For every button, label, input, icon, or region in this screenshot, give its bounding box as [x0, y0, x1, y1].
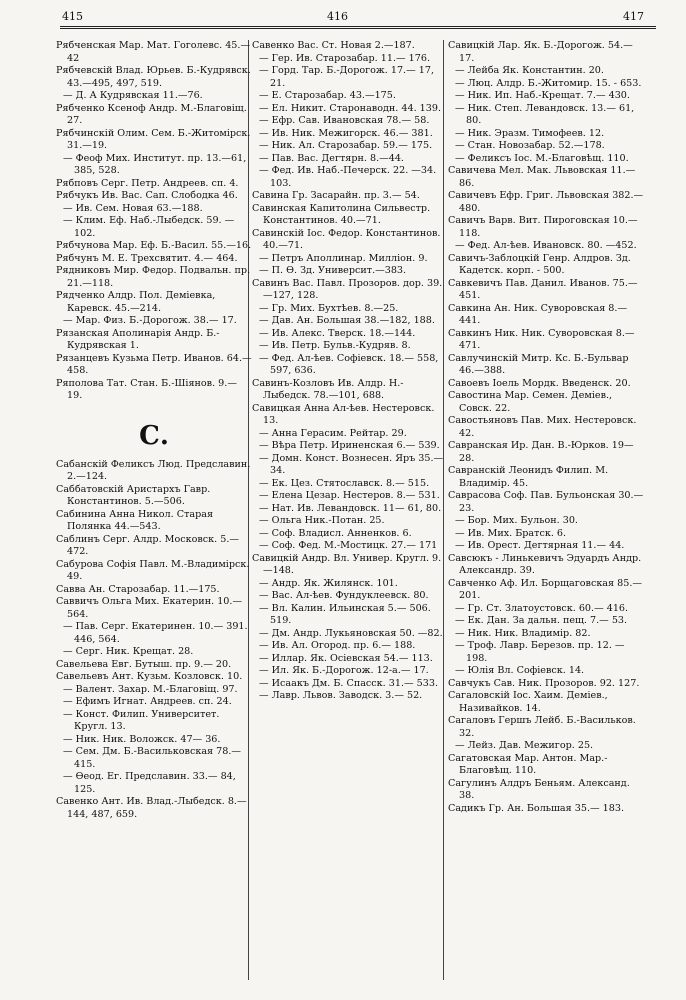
directory-entry: Рядченко Алдр. Пол. Деміевка, Каревск. 45.—214.: [56, 290, 216, 314]
directory-entry: Савчукъ Сав. Ник. Прозоров. 92. 127.: [448, 677, 640, 689]
directory-entry: — Феоф Мих. Институт. пр. 13.—61, 385, 528.: [63, 152, 247, 176]
directory-entry: Рябчинскій Олим. Сем. Б.-Житомірск. 31.—19.: [56, 127, 251, 151]
directory-entry: — Өеод. Ег. Предславин. 33.— 84, 125.: [63, 771, 236, 795]
column-2: [252, 40, 448, 703]
directory-entry: Савостина Мар. Семен. Деміев., Совск. 22.: [448, 390, 613, 414]
column-1-entries-r: [56, 40, 252, 403]
directory-entry: Савичъ Варв. Вит. Пироговская 10.—118.: [448, 215, 638, 239]
directory-entry: Савкина Ан. Ник. Суворовская 8.—441.: [448, 302, 628, 326]
directory-entry: Савицкій Лар. Як. Б.-Дорогож. 54.—17.: [448, 40, 633, 64]
directory-entry: — Вл. Калин. Ильинская 5.— 506. 519.: [259, 602, 431, 626]
directory-entry: — Ник. Ал. Старозабар. 59.— 175.: [259, 140, 433, 151]
directory-entry: Сабинина Анна Никол. Старая Полянка 44.—543.: [56, 508, 214, 532]
header-rule: [60, 26, 656, 29]
directory-entry: Сабурова Софія Павл. М.-Владимірск. 49.: [56, 558, 250, 582]
directory-entry: Савинскій Іос. Федор. Константинов. 40.—71.: [252, 227, 441, 251]
directory-entry: — Ив. Орест. Дегтярная 11.— 44.: [455, 540, 625, 551]
directory-entry: Савенко Вас. Ст. Новая 2.—187.: [252, 40, 415, 51]
directory-entry: Савина Гр. Засарайн. пр. 3.— 54.: [252, 190, 420, 201]
directory-entry: — Дав. Ан. Большая 38.—182, 188.: [259, 315, 435, 326]
directory-entry: Савинская Капитолина Сильвестр. Константинов. 40.—71.: [252, 202, 431, 226]
directory-entry: — Домн. Конст. Вознесен. Яръ 35.—34.: [259, 452, 444, 476]
directory-entry: — Анна Герасим. Рейтар. 29.: [259, 427, 407, 439]
directory-entry: Савва Ан. Старозабар. 11.—175.: [56, 583, 220, 595]
directory-entry: — Гр. Мих. Бухтѣев. 8.—25.: [259, 302, 399, 314]
column-1: [56, 40, 252, 821]
directory-entry: Савельевъ Ант. Кузьм. Козловск. 10.: [56, 671, 243, 682]
directory-entry: — Феликсъ Іос. М.-Благовѣщ. 110.: [455, 152, 629, 164]
directory-entry: — Фед. Ал-ѣев. Ивановск. 80. —452.: [455, 240, 637, 251]
directory-entry: — Ефр. Сав. Ивановская 78.— 58.: [259, 115, 430, 126]
directory-entry: Савичъ-Заблоцкій Генр. Алдров. Зд. Кадетск. корп. - 500.: [448, 252, 631, 276]
directory-entry: — Лейба Як. Константин. 20.: [455, 65, 604, 76]
section-letter: С.: [139, 420, 169, 451]
directory-entry: Савкевичъ Пав. Данил. Иванов. 75.—451.: [448, 277, 638, 301]
directory-entry: — Валент. Захар. М.-Благовіщ. 97.: [63, 683, 238, 695]
page-number-center: 416: [327, 10, 348, 23]
directory-entry: Саббатовскій Аристархъ Гавр. Константинов. 5.—506.: [56, 483, 211, 507]
directory-entry: — Фед. Ив. Наб.-Печерск. 22. —34. 103.: [259, 165, 437, 189]
directory-entry: Савичевъ Ефр. Григ. Львовская 382.—480.: [448, 190, 644, 214]
page-header: [52, 6, 660, 28]
directory-entry: — Лавр. Львов. Заводск. 3.— 52.: [259, 690, 423, 701]
directory-entry: Рябченко Ксеноф Андр. М.-Благовіщ. 27.: [56, 102, 247, 126]
directory-entry: — Конст. Филип. Университет. Кругл. 13.: [63, 708, 220, 732]
directory-entry: Савоевъ Іоель Мордк. Введенск. 20.: [448, 377, 631, 389]
directory-entry: — Ел. Никит. Старонаводн. 44. 139.: [259, 102, 442, 114]
directory-entry: — Ив. Ник. Межигорск. 46.— 381.: [259, 127, 433, 139]
directory-entry: Саввичъ Ольга Мих. Екатерин. 10.—564.: [56, 596, 243, 620]
directory-entry: Ряполова Тат. Стан. Б.-Шіянов. 9.—19.: [56, 377, 237, 401]
directory-entry: Савинъ Вас. Павл. Прозоров. дор. 39.—127, 128.: [252, 277, 443, 301]
directory-entry: — Ил. Як. Б.-Дорогож. 12-а.— 17.: [259, 665, 429, 676]
directory-entry: Савельева Евг. Бутыш. пр. 9.— 20.: [56, 658, 232, 670]
directory-entry: Рябченская Мар. Мат. Гоголевс. 45.—42: [56, 40, 251, 64]
directory-entry: Рязанская Аполинарія Андр. Б.-Кудрявская 1.: [56, 327, 220, 351]
directory-entry: — Ек. Дан. За дальн. пещ. 7.— 53.: [455, 615, 628, 626]
directory-entry: — Соф. Фед. М.-Мостицк. 27.— 171: [259, 540, 438, 551]
directory-entry: — Дм. Андр. Лукьяновская 50. —82.: [259, 627, 443, 639]
directory-entry: Савранская Ир. Дан. В.-Юрков. 19—28.: [448, 440, 634, 464]
directory-entry: — Фед. Ал-ѣев. Софіевск. 18.— 558, 597, 636.: [259, 352, 439, 376]
column-1-entries-s: [56, 459, 252, 822]
directory-entry: — Соф. Владисл. Анненков. 6.: [259, 527, 412, 539]
directory-entry: Савкинъ Ник. Ник. Суворовская 8.—471.: [448, 327, 635, 351]
directory-entry: — Клим. Еф. Наб.-Лыбедск. 59. —102.: [63, 215, 235, 239]
page-number-right: 417: [623, 10, 644, 23]
directory-entry: — Д. А Кудрявская 11.—76.: [63, 90, 203, 101]
directory-entry: Савостьяновъ Пав. Мих. Нестеровск. 42.: [448, 415, 637, 439]
directory-entry: — Нат. Ив. Левандовск. 11— 61, 80.: [259, 502, 442, 514]
directory-entry: — Исаакъ Дм. Б. Спасск. 31.— 533.: [259, 677, 439, 689]
directory-entry: — Гер. Ив. Старозабар. 11.— 176.: [259, 52, 431, 64]
directory-entry: — Сем. Дм. Б.-Васильковская 78.—415.: [63, 746, 241, 770]
directory-entry: — Ник. Ник. Воложск. 47— 36.: [63, 733, 221, 745]
directory-entry: Рязанцевъ Кузьма Петр. Иванов. 64.—458.: [56, 352, 252, 376]
directory-entry: Сагатовская Мар. Антон. Мар.-Благовѣщ. 110.: [448, 752, 608, 776]
directory-entry: Саврасова Соф. Пав. Бульонская 30.—23.: [448, 490, 644, 514]
directory-entry: — Серг. Ник. Крещат. 28.: [63, 646, 194, 657]
directory-entry: Савсюкъ - Линькевичъ Эдуардъ Андр. Александр. 39.: [448, 552, 642, 576]
directory-entry: Сагулинъ Алдръ Беньям. Александ. 38.: [448, 777, 630, 801]
directory-entry: — Вас. Ал-ѣев. Фундуклеевск. 80.: [259, 590, 429, 601]
directory-entry: — Горд. Тар. Б.-Дорогож. 17.— 17, 21.: [259, 65, 434, 89]
directory-entry: — Андр. Як. Жилянск. 101.: [259, 577, 398, 589]
directory-entry: Рябчунова Мар. Еф. Б.-Васил. 55.—16.: [56, 240, 252, 251]
directory-entry: — Ник. Ник. Владимір. 82.: [455, 627, 591, 639]
directory-entry: Рябчунъ М. Е. Трехсвятит. 4.— 464.: [56, 252, 238, 264]
directory-entry: — Ник. Ип. Наб.-Крещат. 7.— 430.: [455, 90, 630, 101]
directory-entry: — Ив. Алекс. Тверск. 18.—144.: [259, 327, 416, 339]
directory-entry: Савлучинскій Митр. Кс. Б.-Бульвар 46.—388.: [448, 352, 629, 376]
directory-entry: — Ив. Сем. Новая 63.—188.: [63, 202, 203, 214]
directory-entry: — Е. Старозабар. 43.—175.: [259, 90, 396, 101]
directory-entry: — Гр. Ст. Златоустовск. 60.— 416.: [455, 602, 629, 614]
directory-entry: Савицкая Анна Ал-ѣев. Нестеровск. 13.: [252, 402, 435, 426]
directory-entry: — Люц. Алдр. Б.-Житомир. 15. - 653.: [455, 77, 642, 89]
directory-entry: — Пав. Серг. Екатеринен. 10.— 391. 446, 564.: [63, 621, 248, 645]
directory-entry: — Ив. Ал. Огород. пр. 6.— 188.: [259, 640, 416, 651]
page-number-left: 415: [62, 10, 83, 23]
directory-entry: — Ек. Цез. Стятославск. 8.— 515.: [259, 477, 430, 489]
directory-entry: — Елена Цезар. Нестеров. 8.— 531.: [259, 490, 440, 501]
directory-entry: Сагаловъ Гершъ Лейб. Б.-Васильков. 32.: [448, 715, 636, 739]
directory-entry: Савинъ-Козловъ Ив. Алдр. Н.-Лыбедск. 78.—101, 688.: [252, 377, 404, 401]
directory-entry: — П. Ө. Зд. Университ.—383.: [259, 265, 407, 276]
directory-entry: — Иллар. Як. Осіевская 54.— 113.: [259, 652, 433, 664]
directory-entry: Рябчукъ Ив. Вас. Сап. Слободка 46.: [56, 190, 238, 201]
directory-entry: Савичева Мел. Мак. Львовская 11.—86.: [448, 165, 636, 189]
directory-entry: — Мар. Физ. Б.-Дорогож. 38.— 17.: [63, 315, 237, 326]
directory-entry: Рябповъ Серг. Петр. Андреев. сп. 4.: [56, 177, 239, 189]
directory-entry: Савенко Ант. Ив. Влад.-Лыбедск. 8.—144, 487, 659.: [56, 796, 247, 820]
directory-entry: — Петръ Аполлинар. Милліон. 9.: [259, 252, 428, 264]
directory-entry: — Бор. Мих. Бульон. 30.: [455, 515, 578, 526]
directory-entry: Рядниковъ Мир. Федор. Подвальн. пр. 21.—118.: [56, 265, 251, 289]
directory-entry: — Ив. Мих. Братск. 6.: [455, 527, 567, 539]
directory-entry: Садикъ Гр. Ан. Большая 35.— 183.: [448, 802, 625, 814]
directory-entry: — Вѣра Петр. Ириненская 6.— 539.: [259, 440, 440, 451]
directory-entry: — Ефимъ Игнат. Андреев. сп. 24.: [63, 696, 232, 707]
directory-entry: — Лейз. Дав. Межигор. 25.: [455, 740, 594, 751]
directory-entry: Сабанскій Феликсъ Люд. Предславин. 2.—124.: [56, 458, 251, 482]
directory-entry: — Пав. Вас. Дегтярн. 8.—44.: [259, 152, 404, 164]
directory-entry: — Стан. Новозабар. 52.—178.: [455, 140, 605, 151]
directory-entry: Сагаловскій Іос. Хаим. Деміев., Називайков. 14.: [448, 690, 608, 714]
directory-entry: — Троф. Лавр. Березов. пр. 12. —198.: [455, 640, 625, 664]
directory-entry: Савранскій Леонидъ Филип. М. Владимір. 45.: [448, 465, 609, 489]
directory-entry: — Юлія Вл. Софіевск. 14.: [455, 665, 585, 676]
directory-entry: — Ив. Петр. Бульв.-Кудряв. 8.: [259, 340, 411, 351]
directory-entry: — Ник. Степ. Левандовск. 13.— 61, 80.: [455, 102, 635, 126]
directory-entry: Саблинъ Серг. Алдр. Московск. 5.—472.: [56, 533, 240, 557]
directory-entry: — Ник. Эразм. Тимофеев. 12.: [455, 127, 605, 139]
directory-entry: Савицкій Андр. Вл. Универ. Кругл. 9.—148.: [252, 552, 442, 576]
directory-entry: Рябчевскій Влад. Юрьев. Б.-Кудрявск. 43.—495, 497, 519.: [56, 65, 251, 89]
column-3: [448, 40, 644, 815]
directory-entry: — Ольга Ник.-Потан. 25.: [259, 515, 385, 526]
directory-entry: Савченко Аф. Ил. Борщаговская 85.—201.: [448, 577, 642, 601]
